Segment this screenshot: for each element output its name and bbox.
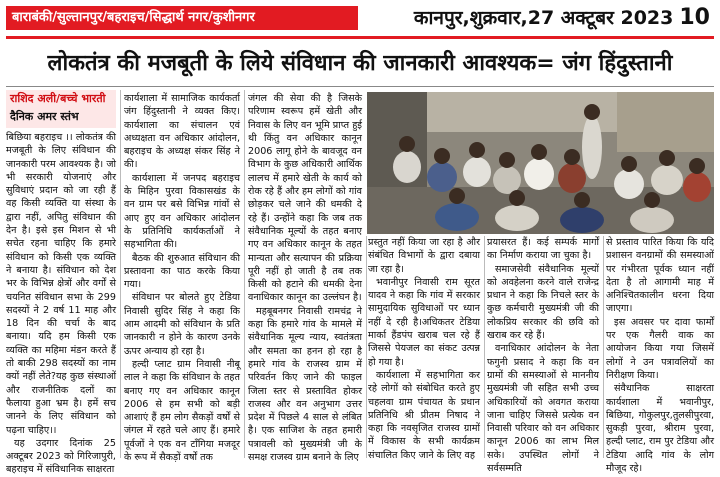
article-column-2: [124, 92, 240, 464]
paragraph: संवैधानिक साक्षरता कार्यशाला में भवानीपुर, बिछिया, गोकुलपुर,तुलसीपुरवा, सुकड़ी पुरवा, श्रीराम पुरवा, हल्दी प्लाट, राम पुर टेडिया और टेडिया आदि गांव के लोग मौजूद रहे।: [606, 383, 714, 475]
paragraph: इस अवसर पर दावा फार्मों पर एक गैलरी वाक का आयोजन किया गया जिसमें लोगों ने उन पत्रावलियों का निरीक्षण किया।: [606, 316, 714, 381]
paragraph: महबूबनगर निवासी रामचंद्र ने कहा कि हमारे गांव के मामले में संवैधानिक मूल्य न्याय, स्वतंत्रता और समता का हनन हो रहा है हमारे गांव के राजस्व ग्राम में परिवर्तन किए जाने की फाइल जिला स्तर से प्रस्तावित होकर राजस्व और वन अनुभाग उत्तर प्रदेश में पिछले 4 साल से लंबित है। एक साजिश के तहत हमारी पत्रावली को मुख्यमंत्री जी के समक्ष राजस्व ग्राम बनाने के लिए: [248, 305, 362, 464]
byline-desk: दैनिक अमर स्तंभ: [10, 110, 79, 123]
column-divider: [244, 90, 245, 458]
column-divider: [120, 90, 121, 458]
page-header: [0, 0, 720, 40]
column-divider: [366, 236, 367, 458]
article-column-1: [6, 131, 116, 476]
paragraph: समाजसेवी संवैधानिक मूल्यों को अवहेलना करने वाले राजेन्द्र प्रधान ने कहा कि निचले स्तर के कुछ कर्मचारी मुख्यमंत्री जी की लोकप्रिय सरकार की छवि को खराब कर रहे हैं।: [487, 263, 599, 342]
byline: [6, 90, 116, 128]
paragraph: कार्यशाला में सामाजिक कार्यकर्ता जंग हिंदुस्तानी ने व्यक्त किए। कार्यशाला का संचालन एवं अध्यक्षता वन अधिकार आंदोलन, बहराइच के अध्यक्ष संकर सिंह ने की।: [124, 93, 240, 171]
article-column-5: [487, 236, 599, 475]
paragraph: प्रयासरत हैं। कई सम्पर्क मार्गों का निर्माण कराया जा चुका है।: [487, 237, 599, 262]
page-number: 10: [679, 5, 710, 30]
column-divider: [603, 236, 604, 458]
paragraph: हल्दी प्लाट ग्राम निवासी नीबू लाल ने कहा कि संविधान के तहत बनाए गए वन अधिकार कानून 2006 से हम सभी को बड़ी आशाएं हैं हम लोग सैकड़ों वर्षों से जंगल में रहते चले आए हैं। हमारे पूर्वजों ने एक वन टाँगिया मजदूर के रूप में सैकड़ों वर्षों तक: [124, 358, 240, 464]
date-text: कानपुर,शुक्रवार,27 अक्टूबर 2023: [413, 7, 674, 29]
column-divider: [484, 236, 485, 458]
region-strip: बाराबंकी/सुल्तानपुर/बहराइच/सिद्धार्थ नगर/कुशीनगर: [6, 6, 358, 30]
paragraph: कार्यशाला में सहभागिता कर रहे लोगों को संबोधित करते हुए चहलवा ग्राम पंचायत के प्रधान प्रतिनिधि श्री प्रीतम निषाद ने कहा कि नवसृजित राजस्व ग्रामों में विकास के सभी कार्यक्रम संचालित किए जाने के लिए वह: [368, 369, 480, 461]
paragraph: संविधान पर बोलते हुए टेडिया निवासी सुदिर सिंह ने कहा कि आम आदमी को संविधान के प्रति जानकारी न होने के कारण उनके ऊपर अन्याय हो रहा है।: [124, 292, 240, 357]
news-photo: [367, 92, 714, 234]
paragraph: से प्रस्ताव पारित किया कि यदि प्रशासन वनग्रामों की समस्याओं पर गंभीरता पूर्वक ध्यान नहीं देता है तो आगामी माह में अनिश्चितकालीन धरना दिया जाएगा।: [606, 237, 714, 315]
paragraph: वनाधिकार आंदोलन के नेता फगुनी प्रसाद ने कहा कि वन ग्रामों की समस्याओं से माननीय मुख्यमंत्री जी सहित सभी उच्च अधिकारियों को अवगत कराया जाना चाहिए जिससे प्रत्येक वन निवासी परिवार को वन अधिकार कानून 2006 का लाभ मिल सके। उपस्थित लोगों ने सर्वसम्मति: [487, 343, 599, 475]
byline-name: राशिद अली/बच्चे भारती: [10, 92, 106, 105]
paragraph: बिछिया बहराइच ।। लोकतंत्र की मजबूती के लिए संविधान की जानकारी परम आवश्यक है। जो भी सरकारी योजनाएं और सुविधाएं प्रदान को जा रही हैं वह किसी व्यक्ति या संस्था के द्वारा नहीं, अपितु संविधान की देन है। इसे इस मिशन से भी सचेत रहना चाहिए कि हमारे संविधान को किसी एक व्यक्ति ने बनाया है। संविधान को देश भर के विभिन्न क्षेत्रों और वर्गों से चयनित संविधान सभा के 299 सदस्यों ने 2 वर्ष 11 माह और 18 दिन की चर्चा के बाद बनाया। यदि हम किसी एक व्यक्ति का महिमा मंडन करते हैं तो बाकी 298 सदस्यों का नाम क्यों नहीं लेते?यह कुछ संस्थाओं और राजनीतिक दलों का फैलाया हुआ भ्रम है। हमें सच जानने के लिए संविधान को पढ़ना चाहिए।।: [6, 132, 116, 436]
dateline: [366, 2, 710, 34]
paragraph: जंगल की सेवा की है जिसके परिणाम स्वरूप हमें खेती और निवास के लिए वन भूमि प्राप्त हुई थी किंतु वन अधिकार कानून 2006 लागू होने के बावजूद वन विभाग के कुछ अधिकारी आर्थिक लालच में हमारे खेती के कार्य को रोक रहे हैं और हम लोगों को गांव छोड़कर चले जाने की धमकी दे रहे हैं। उन्होंने कहा कि जब तक संवैधानिक मूल्यों के तहत बनाए गए वन अधिकार कानून के तहत मान्यता और सत्यापन की प्रक्रिया पूरी नहीं हो जाती है तब तक किसी को हटाने की धमकी देना वनाधिकार कानून का उल्लंघन है।: [248, 93, 362, 304]
paragraph: बैठक की शुरुआत संविधान की प्रस्तावना का पाठ करके किया गया।: [124, 252, 240, 291]
header-rule: [6, 36, 714, 39]
headline: लोकतंत्र की मजबूती के लिये संविधान की जानकारी आवश्यक= जंग हिंदुस्तानी: [47, 51, 673, 76]
article-column-6: [606, 236, 714, 475]
headline-rule: [6, 86, 714, 87]
paragraph: प्रस्तुत नहीं किया जा रहा है और संबंधित विभागों के द्वारा दबाया जा रहा है।: [368, 237, 480, 275]
meeting-photo-illustration: [367, 92, 714, 234]
paragraph: यह उदगार दिनांक 25 अक्टूबर 2023 को गिरिजापुरी, बहराइच में संविधानिक साक्षरता: [6, 437, 116, 476]
paragraph: कार्यशाला में जनपद बहराइच के मिहिन पुरवा विकासखंड के वन ग्राम पर बसे विभिन्न गांवों से आए हुए वन अधिकार आंदोलन के प्रतिनिधि कार्यकर्ताओं ने सहभागिता की।: [124, 172, 240, 251]
article-column-4: [368, 236, 480, 461]
article-column-3: [248, 92, 362, 464]
paragraph: भवानीपुर निवासी राम सूरत यादव ने कहा कि गांव में सरकार सामुदायिक सुविधाओं पर ध्यान नहीं दे रही है।अधिकतर टेडिया मार्का हैंडपंप खराब चल रहे हैं जिससे पेयजल का संकट उत्पन्न हो गया है।: [368, 276, 480, 368]
